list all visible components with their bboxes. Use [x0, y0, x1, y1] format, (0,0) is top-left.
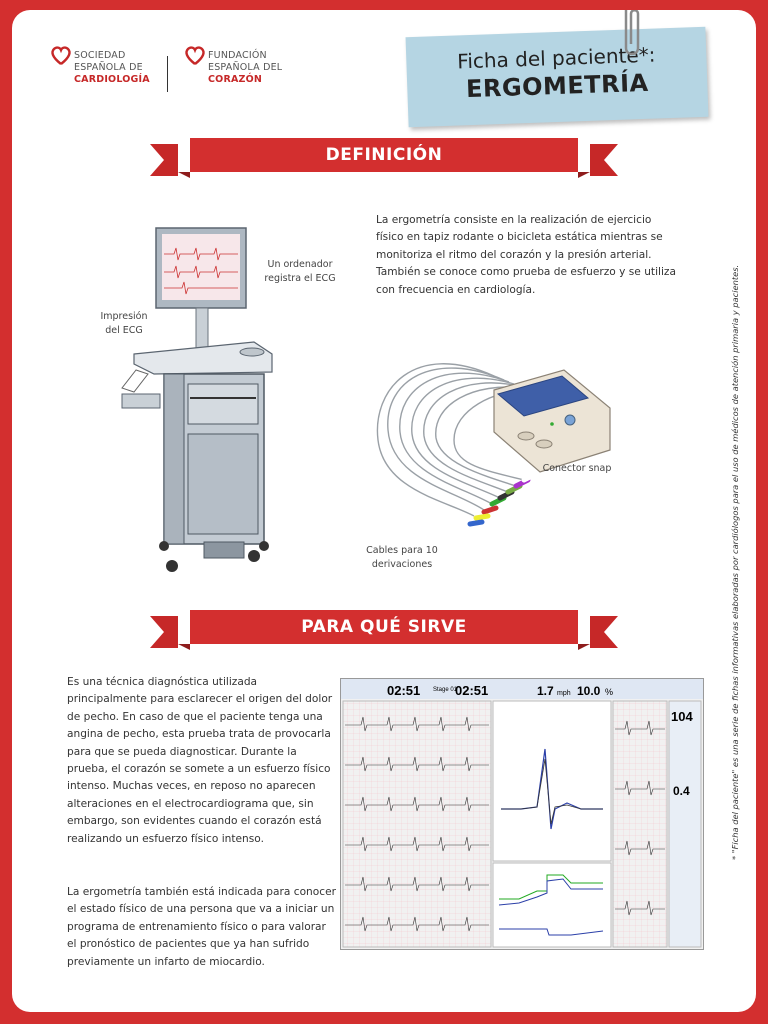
- logo-divider: [167, 56, 168, 92]
- patient-sheet-page: [12, 10, 756, 1012]
- logo-sociedad-espanola-cardiologia: [50, 50, 150, 86]
- section-heading-definicion: DEFINICIÓN: [325, 145, 443, 165]
- paperclip-icon: [618, 10, 646, 62]
- ribbon-para-que-sirve: [150, 610, 618, 650]
- ecg-speed: 1.7: [537, 684, 554, 698]
- section-heading-para-que-sirve: PARA QUÉ SIRVE: [301, 617, 467, 637]
- definition-text: La ergometría consiste en la realización de ejercicio físico en tapiz rodante o bicicleta estática mientras se monitoriza el ritmo del corazón y la presión arterial. También se conoce como prueba de esfuerzo y se utiliza con frecuencia en cardiología.: [376, 214, 676, 296]
- ecg-stage-label: Stage 01: [433, 687, 458, 693]
- ecg-monitor-screenshot: [340, 678, 704, 950]
- title-line2: ERGOMETRÍA: [465, 68, 650, 104]
- ecg-speed-unit: mph: [557, 690, 571, 697]
- ecg-grade-unit: %: [605, 687, 614, 697]
- ecg-stage-time: 02:51: [455, 683, 489, 698]
- caption-printer: Impresión del ECG: [100, 311, 148, 336]
- logo-sec-line3: CARDIOLOGÍA: [74, 74, 150, 85]
- caption-snap-connector: Conector snap: [542, 463, 612, 474]
- logo-sec-line1: SOCIEDAD: [74, 50, 126, 61]
- ecg-st-value: 0.4: [673, 784, 690, 798]
- title-line1: Ficha del paciente*:: [456, 42, 656, 74]
- purpose-text-2: La ergometría también está indicada para conocer el estado físico de una persona que va a iniciar un programa de entrenamiento físico o para valorar el pronóstico de pacientes que ya han sufrido previamente un infarto de miocardio.: [67, 886, 336, 968]
- ecg-cables-illustration: [374, 340, 614, 550]
- footnote-vertical: * "Ficha del paciente" es una serie de fichas informativas elaboradas por cardiólogos para el uso de médicos de atención primaria y pacientes.: [730, 264, 740, 860]
- logo-fundacion-espanola-corazon: [184, 50, 282, 86]
- logo-sec-line2: ESPAÑOLA DE: [74, 62, 143, 73]
- ribbon-definicion: [150, 138, 618, 178]
- ecg-screen-graphic: [341, 679, 703, 949]
- ecg-exercise-time: 02:51: [387, 683, 421, 698]
- logo-fund-line1: FUNDACIÓN: [208, 50, 267, 61]
- title-tag: [406, 27, 709, 127]
- heart-logo-icon: [184, 44, 206, 66]
- ecg-grade: 10.0: [577, 684, 601, 698]
- caption-cables: Cables para 10 derivaciones: [366, 545, 438, 570]
- logo-fund-line3: CORAZÓN: [208, 74, 263, 85]
- caption-computer: Un ordenador registra el ECG: [264, 259, 336, 284]
- logo-fund-line2: ESPAÑOLA DEL: [208, 62, 283, 73]
- heart-logo-icon: [50, 44, 72, 66]
- purpose-text-1: Es una técnica diagnóstica utilizada principalmente para esclarecer el origen del dolor de pecho. En caso de que el paciente tenga una angina de pecho, esta prueba trata de provocarla para que se pueda diagnosticar. Durante la prueba, el corazón se somete a un esfuerzo físico intenso. Muchas veces, en reposo no aparecen alteraciones en el electrocardiograma que, sin embargo, son evidentes cuando el corazón está realizando un esfuerzo físico intenso.: [67, 676, 333, 845]
- ecg-heart-rate: 104: [671, 709, 693, 724]
